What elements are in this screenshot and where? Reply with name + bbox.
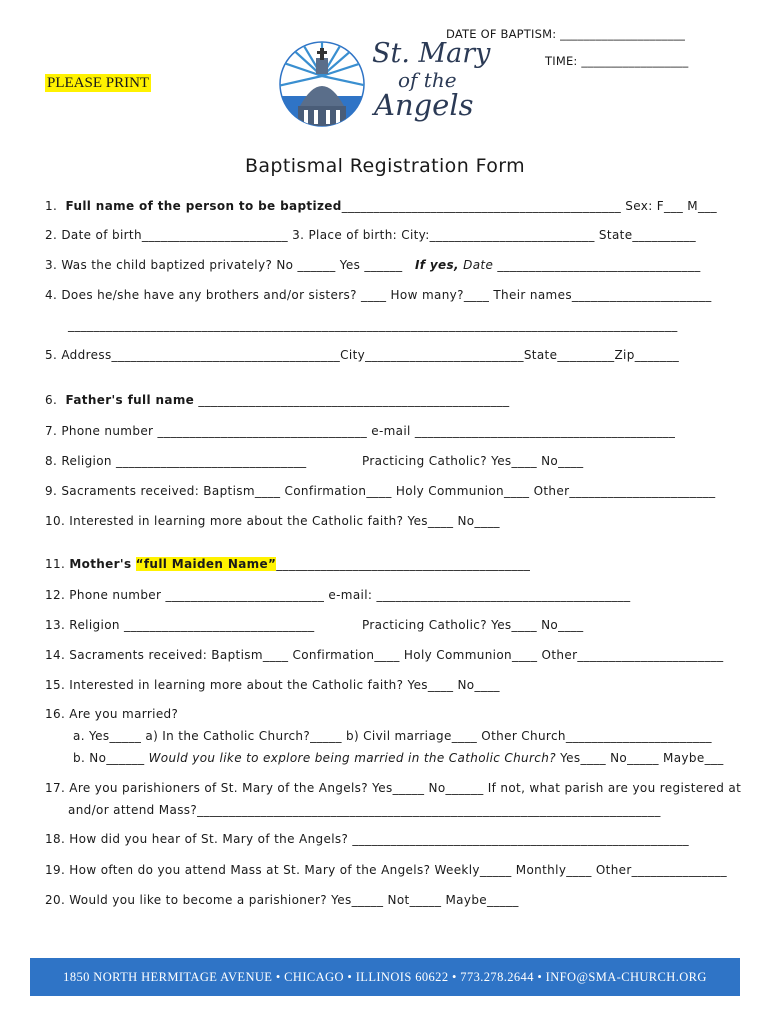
line-number: 1. <box>45 199 58 213</box>
father-name-label: Father's full name <box>65 393 195 407</box>
line-20-become-parishioner: 20. Would you like to become a parishioner? Yes_____ Not_____ Maybe_____ <box>45 893 519 907</box>
line-7-phone: 7. Phone number _________________________________ e-mail _________________________________________ <box>45 424 676 438</box>
please-print-notice: PLEASE PRINT <box>47 75 150 91</box>
line-18-hear-of: 18. How did you hear of St. Mary of the Angels? _____________________________________________________ <box>45 832 689 846</box>
church-logo <box>278 36 508 132</box>
no-blank: b. No______ <box>73 751 145 765</box>
line-12-phone: 12. Phone number _________________________ e-mail: ________________________________________ <box>45 588 631 602</box>
form-title: Baptismal Registration Form <box>244 155 526 177</box>
line-4-siblings: 4. Does he/she have any brothers and/or sisters? ____ How many?____ Their names______________________ <box>45 288 712 302</box>
line-19-attendance: 19. How often do you attend Mass at St. Mary of the Angels? Weekly_____ Monthly____ Other_______________ <box>45 863 727 877</box>
father-name-blank: _________________________________________________ <box>198 393 510 407</box>
line-14-sacraments: 14. Sacraments received: Baptism____ Confirmation____ Holy Communion____ Other_______________________ <box>45 648 724 662</box>
line-11-mother-name <box>45 557 530 571</box>
line-5-address: 5. Address____________________________________City_________________________State_________Zip_______ <box>45 348 680 362</box>
footer-contact-bar: 1850 NORTH HERMITAGE AVENUE • CHICAGO • ILLINOIS 60622 • 773.278.2644 • INFO@SMA-CHURCH.ORG <box>30 958 740 996</box>
line-13-religion: 13. Religion ______________________________ <box>45 618 315 632</box>
time-field: TIME: __________________ <box>545 54 689 68</box>
line-1-full-name <box>45 199 717 213</box>
line-9-sacraments: 9. Sacraments received: Baptism____ Confirmation____ Holy Communion____ Other_______________________ <box>45 484 716 498</box>
maiden-name-highlight: “full Maiden Name” <box>135 557 277 571</box>
line-8-practicing: Practicing Catholic? Yes____ No____ <box>362 454 584 468</box>
mother-label: Mother's <box>69 557 132 571</box>
line-16b <box>73 751 724 765</box>
if-yes-label: If yes, <box>414 258 459 272</box>
date-blank: Date ________________________________ <box>463 258 701 272</box>
line-number: 11. <box>45 557 66 571</box>
private-baptism-question: 3. Was the child baptized privately? No ______ Yes ______ <box>45 258 403 272</box>
logo-text-line3: Angels <box>374 88 474 122</box>
mother-name-blank: ________________________________________ <box>276 557 531 571</box>
line-15-interest: 15. Interested in learning more about the Catholic faith? Yes____ No____ <box>45 678 500 692</box>
explore-marriage-options: Yes____ No_____ Maybe___ <box>560 751 724 765</box>
line-17-continuation: and/or attend Mass?_________________________________________________________________________ <box>68 803 661 817</box>
line-4-continuation: ________________________________________________________________________________________________ <box>68 318 678 332</box>
line-2-birth: 2. Date of birth_______________________ 3. Place of birth: City:__________________________ State__________ <box>45 228 696 242</box>
line-number: 6. <box>45 393 58 407</box>
full-name-label: Full name of the person to be baptized <box>65 199 342 213</box>
line-3-private-baptism <box>45 258 701 272</box>
line-16-married: 16. Are you married? <box>45 707 179 721</box>
full-name-blank: ____________________________________________ Sex: F___ M___ <box>341 199 718 213</box>
logo-text-line1: St. Mary <box>372 38 491 69</box>
line-6-father-name <box>45 393 510 407</box>
line-17-parishioners: 17. Are you parishioners of St. Mary of the Angels? Yes_____ No______ If not, what parish are you registered at <box>45 781 742 795</box>
line-8-religion: 8. Religion ______________________________ <box>45 454 307 468</box>
line-13-practicing: Practicing Catholic? Yes____ No____ <box>362 618 584 632</box>
line-16a: a. Yes_____ a) In the Catholic Church?_____ b) Civil marriage____ Other Church_______________________ <box>73 729 712 743</box>
line-10-interest: 10. Interested in learning more about the Catholic faith? Yes____ No____ <box>45 514 500 528</box>
explore-marriage-question: Would you like to explore being married in the Catholic Church? <box>148 751 556 765</box>
logo-text-line2: of the <box>398 68 457 92</box>
date-of-baptism-field: DATE OF BAPTISM: _____________________ <box>446 27 686 41</box>
